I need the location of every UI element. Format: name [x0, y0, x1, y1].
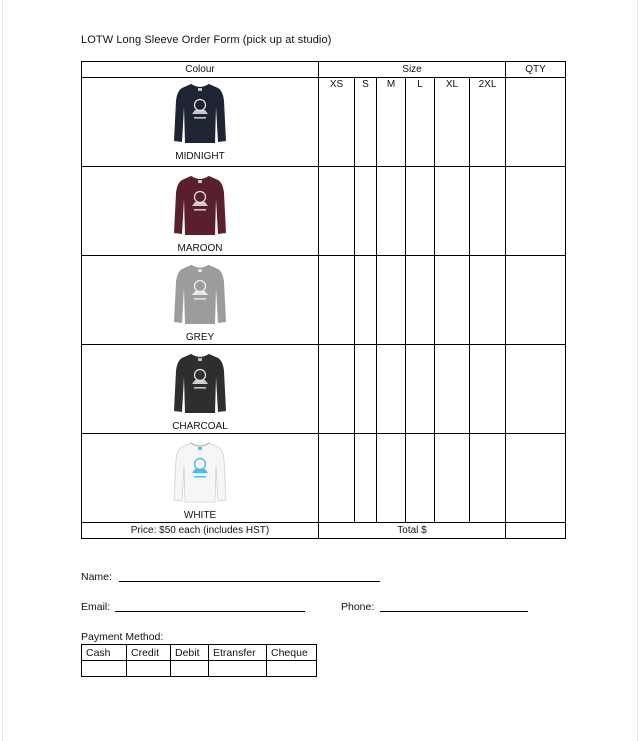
payment-cash: Cash — [82, 645, 127, 661]
colour-cell — [82, 167, 319, 256]
name-label: Name: — [81, 571, 112, 583]
size-qty-cell[interactable] — [435, 434, 470, 523]
size-qty-cell[interactable] — [319, 94, 355, 167]
payment-debit: Debit — [171, 645, 209, 661]
long-sleeve-shirt-icon — [171, 440, 229, 506]
payment-credit: Credit — [127, 645, 171, 661]
phone-label: Phone: — [341, 601, 375, 613]
payment-options-row — [82, 645, 317, 661]
size-qty-cell[interactable] — [470, 256, 506, 345]
payment-cheque-box[interactable] — [267, 661, 317, 677]
size-qty-cell[interactable] — [319, 345, 355, 434]
size-qty-cell[interactable] — [319, 256, 355, 345]
size-qty-cell[interactable] — [406, 345, 435, 434]
size-qty-cell[interactable] — [355, 256, 377, 345]
size-qty-cell[interactable] — [319, 434, 355, 523]
payment-method-label: Payment Method: — [81, 631, 164, 643]
payment-cash-box[interactable] — [82, 661, 127, 677]
size-label-l: L — [406, 78, 435, 94]
total-qty-cell[interactable] — [506, 523, 566, 539]
qty-cell[interactable] — [506, 345, 566, 434]
colour-cell — [82, 256, 319, 345]
size-qty-cell[interactable] — [355, 434, 377, 523]
total-cell: Total $ — [319, 523, 506, 539]
payment-debit-box[interactable] — [171, 661, 209, 677]
colour-cell — [82, 434, 319, 523]
colour-name: CHARCOAL — [172, 421, 228, 432]
size-qty-cell[interactable] — [435, 256, 470, 345]
size-qty-cell[interactable] — [406, 167, 435, 256]
size-qty-cell[interactable] — [377, 94, 406, 167]
size-qty-cell[interactable] — [355, 94, 377, 167]
size-qty-cell[interactable] — [377, 345, 406, 434]
qty-cell[interactable] — [506, 167, 566, 256]
order-table — [81, 61, 566, 539]
colour-row-white — [82, 434, 566, 523]
size-label-xl: XL — [435, 78, 470, 94]
payment-credit-box[interactable] — [127, 661, 171, 677]
payment-etransfer: Etransfer — [209, 645, 267, 661]
long-sleeve-shirt-icon — [171, 173, 229, 239]
email-label: Email: — [81, 601, 111, 613]
size-header: Size — [319, 62, 506, 78]
colour-row-charcoal — [82, 345, 566, 434]
long-sleeve-shirt-icon — [171, 351, 229, 417]
payment-select-row — [82, 661, 317, 677]
colour-cell — [82, 78, 319, 167]
size-qty-cell[interactable] — [470, 434, 506, 523]
footer-row — [82, 523, 566, 539]
size-qty-cell[interactable] — [355, 167, 377, 256]
phone-input-line[interactable] — [380, 611, 528, 612]
name-input-line[interactable] — [119, 581, 380, 582]
form-title: LOTW Long Sleeve Order Form (pick up at studio) — [81, 34, 332, 46]
size-qty-cell[interactable] — [406, 94, 435, 167]
document-page — [2, 0, 638, 741]
size-qty-cell[interactable] — [406, 434, 435, 523]
qty-header: QTY — [506, 62, 566, 78]
header-row — [82, 62, 566, 78]
payment-table — [81, 644, 317, 677]
colour-row-maroon — [82, 167, 566, 256]
size-label-xs: XS — [319, 78, 355, 94]
size-qty-cell[interactable] — [377, 167, 406, 256]
size-labels-row — [82, 78, 566, 94]
long-sleeve-shirt-icon — [171, 262, 229, 328]
payment-cheque: Cheque — [267, 645, 317, 661]
size-qty-cell[interactable] — [470, 345, 506, 434]
payment-etransfer-box[interactable] — [209, 661, 267, 677]
colour-name: GREY — [185, 332, 215, 343]
price-cell: Price: $50 each (includes HST) — [82, 523, 319, 539]
email-input-line[interactable] — [115, 611, 305, 612]
colour-cell — [82, 345, 319, 434]
size-qty-cell[interactable] — [377, 434, 406, 523]
colour-name: WHITE — [183, 510, 217, 521]
qty-cell[interactable] — [506, 256, 566, 345]
size-qty-cell[interactable] — [406, 256, 435, 345]
size-label-2xl: 2XL — [470, 78, 506, 94]
colour-name: MIDNIGHT — [175, 151, 225, 162]
qty-cell[interactable] — [506, 78, 566, 167]
long-sleeve-shirt-icon — [171, 81, 229, 147]
qty-cell[interactable] — [506, 434, 566, 523]
colour-header: Colour — [82, 62, 319, 78]
size-label-s: S — [355, 78, 377, 94]
size-qty-cell[interactable] — [435, 167, 470, 256]
size-qty-cell[interactable] — [319, 167, 355, 256]
size-qty-cell[interactable] — [470, 167, 506, 256]
size-qty-cell[interactable] — [377, 256, 406, 345]
size-qty-cell[interactable] — [435, 345, 470, 434]
size-qty-cell[interactable] — [355, 345, 377, 434]
colour-name: MAROON — [177, 243, 223, 254]
size-qty-cell[interactable] — [470, 94, 506, 167]
size-qty-cell[interactable] — [435, 94, 470, 167]
size-label-m: M — [377, 78, 406, 94]
colour-row-grey — [82, 256, 566, 345]
